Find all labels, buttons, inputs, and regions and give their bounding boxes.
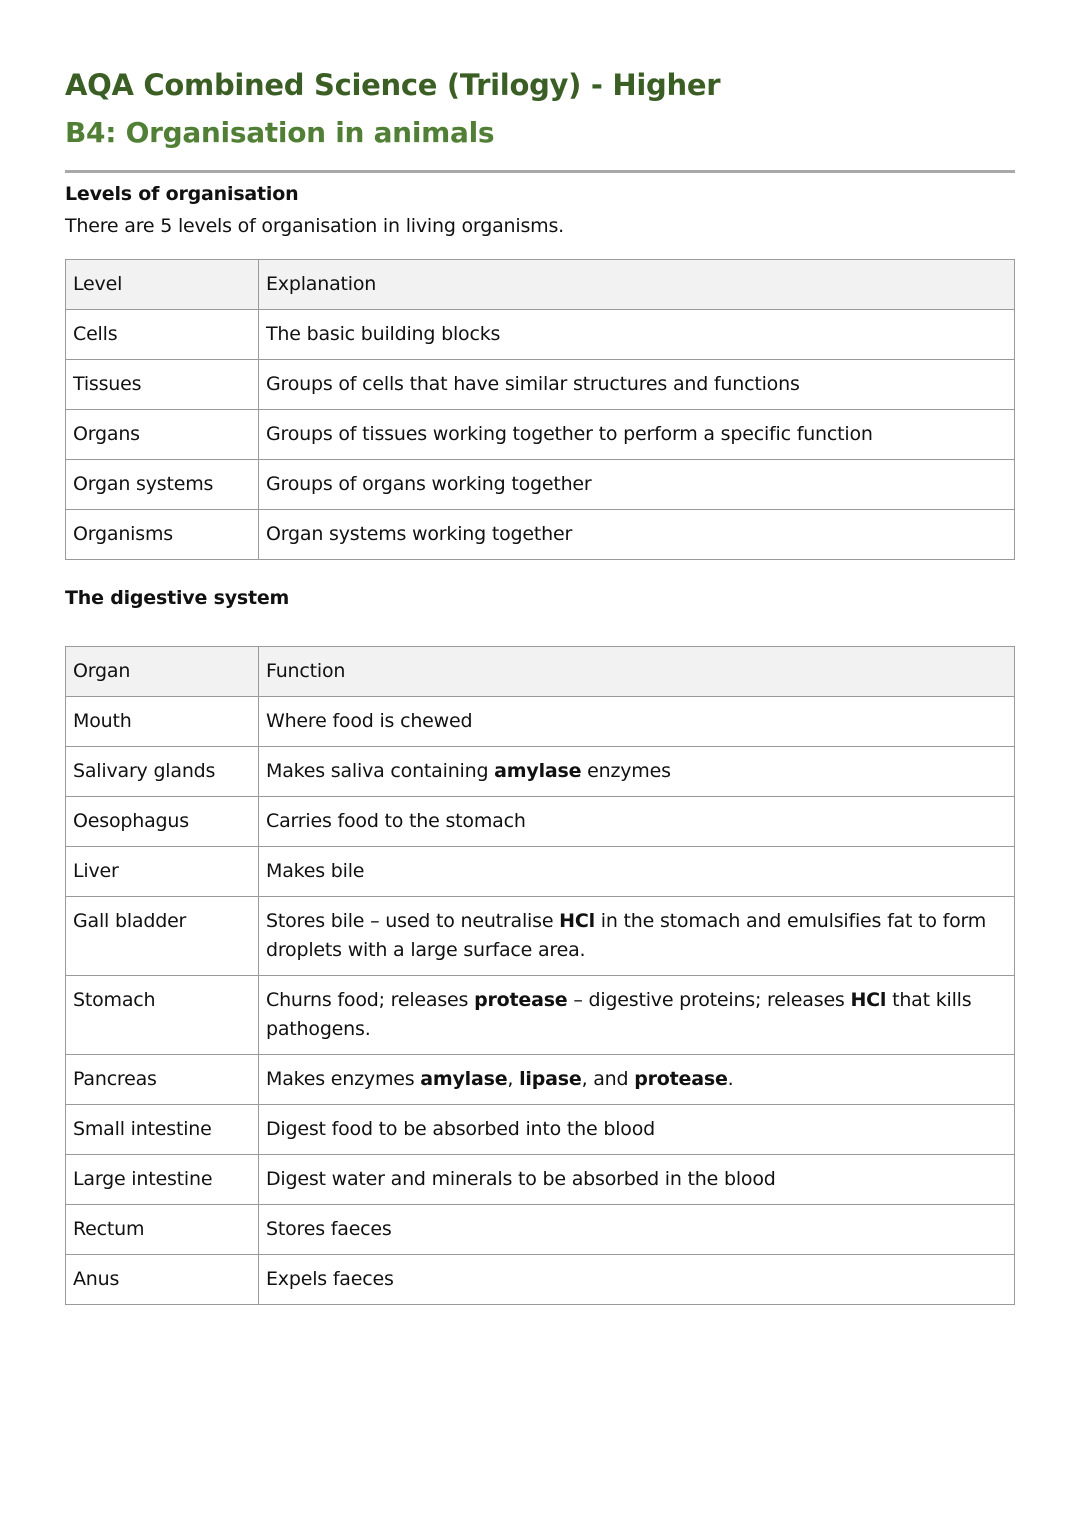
function-cell bbox=[259, 1205, 1015, 1255]
explanation-cell: Organ systems working together bbox=[259, 510, 1015, 560]
organ-cell: Stomach bbox=[66, 976, 259, 1055]
table-row bbox=[66, 847, 1015, 897]
function-cell bbox=[259, 697, 1015, 747]
key-term: amylase bbox=[494, 760, 582, 782]
text-segment: Expels faeces bbox=[266, 1268, 394, 1290]
text-segment: Makes bile bbox=[266, 860, 365, 882]
text-segment: enzymes bbox=[581, 760, 671, 782]
function-cell bbox=[259, 1105, 1015, 1155]
text-segment: , bbox=[507, 1068, 520, 1090]
organ-cell: Salivary glands bbox=[66, 747, 259, 797]
table-row bbox=[66, 747, 1015, 797]
function-cell bbox=[259, 1055, 1015, 1105]
table-row bbox=[66, 1205, 1015, 1255]
organ-cell: Rectum bbox=[66, 1205, 259, 1255]
divider bbox=[65, 170, 1015, 173]
text-segment: Makes saliva containing bbox=[266, 760, 495, 782]
function-cell bbox=[259, 747, 1015, 797]
function-cell bbox=[259, 1155, 1015, 1205]
column-header-function: Function bbox=[259, 647, 1015, 697]
text-segment: Where food is chewed bbox=[266, 710, 473, 732]
digestive-table bbox=[65, 646, 1015, 1305]
function-cell bbox=[259, 1255, 1015, 1305]
level-cell: Cells bbox=[66, 310, 259, 360]
table-row bbox=[66, 897, 1015, 976]
page-title: AQA Combined Science (Trilogy) - Higher bbox=[65, 68, 721, 102]
table-row bbox=[66, 310, 1015, 360]
column-header-explanation: Explanation bbox=[259, 260, 1015, 310]
text-segment: Digest water and minerals to be absorbed in the blood bbox=[266, 1168, 776, 1190]
page-subtitle: B4: Organisation in animals bbox=[65, 116, 495, 149]
key-term: HCl bbox=[559, 910, 595, 932]
function-cell bbox=[259, 847, 1015, 897]
levels-table bbox=[65, 259, 1015, 560]
explanation-cell: Groups of organs working together bbox=[259, 460, 1015, 510]
levels-intro: There are 5 levels of organisation in living organisms. bbox=[65, 215, 564, 237]
table-row bbox=[66, 360, 1015, 410]
text-segment: Makes enzymes bbox=[266, 1068, 421, 1090]
text-segment: in the stomach and emulsifies fat to form droplets with a large surface area. bbox=[266, 910, 987, 961]
organ-cell: Mouth bbox=[66, 697, 259, 747]
table-row bbox=[66, 1055, 1015, 1105]
explanation-cell: Groups of cells that have similar structures and functions bbox=[259, 360, 1015, 410]
table-header-row bbox=[66, 647, 1015, 697]
column-header-level: Level bbox=[66, 260, 259, 310]
table-row bbox=[66, 976, 1015, 1055]
function-cell bbox=[259, 897, 1015, 976]
table-row bbox=[66, 410, 1015, 460]
organ-cell: Liver bbox=[66, 847, 259, 897]
table-header-row bbox=[66, 260, 1015, 310]
function-cell bbox=[259, 976, 1015, 1055]
key-term: protease bbox=[474, 989, 568, 1011]
text-segment: Stores bile – used to neutralise bbox=[266, 910, 560, 932]
table-row bbox=[66, 460, 1015, 510]
key-term: lipase bbox=[519, 1068, 582, 1090]
level-cell: Organ systems bbox=[66, 460, 259, 510]
text-segment: Carries food to the stomach bbox=[266, 810, 526, 832]
table-row bbox=[66, 1155, 1015, 1205]
table-row bbox=[66, 697, 1015, 747]
levels-heading: Levels of organisation bbox=[65, 183, 299, 205]
table-row bbox=[66, 510, 1015, 560]
key-term: amylase bbox=[420, 1068, 508, 1090]
level-cell: Organisms bbox=[66, 510, 259, 560]
organ-cell: Gall bladder bbox=[66, 897, 259, 976]
digestive-heading: The digestive system bbox=[65, 587, 290, 609]
text-segment: Churns food; releases bbox=[266, 989, 475, 1011]
table-row bbox=[66, 1105, 1015, 1155]
level-cell: Tissues bbox=[66, 360, 259, 410]
text-segment: – digestive proteins; releases bbox=[567, 989, 851, 1011]
organ-cell: Oesophagus bbox=[66, 797, 259, 847]
explanation-cell: Groups of tissues working together to perform a specific function bbox=[259, 410, 1015, 460]
level-cell: Organs bbox=[66, 410, 259, 460]
key-term: protease bbox=[634, 1068, 728, 1090]
function-cell bbox=[259, 797, 1015, 847]
table-row bbox=[66, 1255, 1015, 1305]
text-segment: . bbox=[727, 1068, 734, 1090]
text-segment: Stores faeces bbox=[266, 1218, 392, 1240]
text-segment: that kills pathogens. bbox=[266, 989, 972, 1040]
table-row bbox=[66, 797, 1015, 847]
text-segment: Digest food to be absorbed into the blood bbox=[266, 1118, 655, 1140]
organ-cell: Large intestine bbox=[66, 1155, 259, 1205]
text-segment: , and bbox=[581, 1068, 635, 1090]
explanation-cell: The basic building blocks bbox=[259, 310, 1015, 360]
organ-cell: Anus bbox=[66, 1255, 259, 1305]
organ-cell: Pancreas bbox=[66, 1055, 259, 1105]
key-term: HCl bbox=[850, 989, 887, 1011]
column-header-organ: Organ bbox=[66, 647, 259, 697]
organ-cell: Small intestine bbox=[66, 1105, 259, 1155]
